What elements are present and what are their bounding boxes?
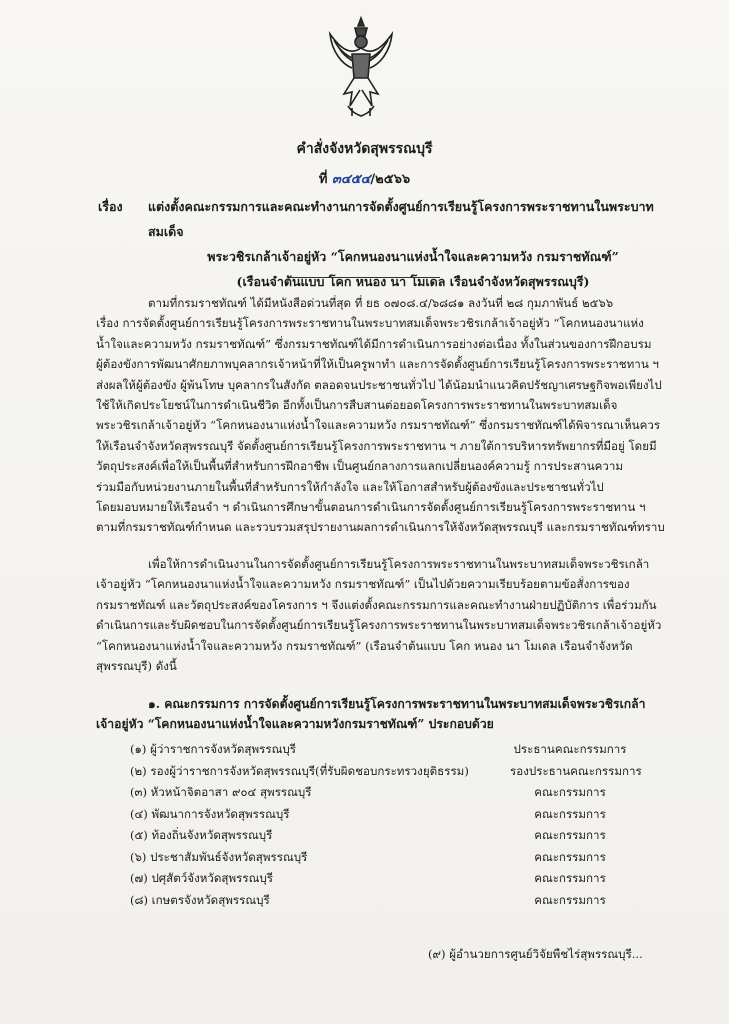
list-item bbox=[130, 741, 630, 763]
member-role: รองประธานคณะกรรมการ bbox=[510, 763, 642, 778]
section-line: เจ้าอยู่หัว “โคกหนองนาแห่งน้ำใจและความหวังกรมราชทัณฑ์” ประกอบด้วย bbox=[96, 717, 494, 732]
paragraph-1 bbox=[96, 293, 694, 538]
subject-line-1: แต่งตั้งคณะกรรมการและคณะทำงานการจัดตั้งศูนย์การเรียนรู้โครงการพระราชทานในพระบาทสมเด็จ bbox=[148, 199, 654, 239]
member-name: (๗) ปศุสัตว์จังหวัดสุพรรณบุรี bbox=[130, 871, 273, 885]
paragraph-line: เจ้าอยู่หัว “โคกหนองนาแห่งน้ำใจและความหวัง กรมราชทัณฑ์” เป็นไปด้วยความเรียบร้อยตามข้อสั่งการของ bbox=[96, 577, 630, 592]
list-item bbox=[130, 784, 630, 806]
paragraph-line: เพื่อให้การดำเนินงานในการจัดตั้งศูนย์การเรียนรู้โครงการพระราชทานในพระบาทสมเด็จพระวชิรเกล้า bbox=[148, 557, 650, 571]
paragraph-line: โดยมอบหมายให้เรือนจำ ฯ ดำเนินการศึกษาขั้นตอนการดำเนินการจัดตั้งศูนย์การเรียนรู้โครงการพระราชทาน ฯ bbox=[96, 500, 646, 515]
paragraph-line: ให้เรือนจำจังหวัดสุพรรณบุรี จัดตั้งศูนย์การเรียนรู้โครงการพระราชทาน ฯ ภายใต้การบริหารทรัพยากรที่มีอยู่ โดยมี bbox=[96, 438, 657, 453]
paragraph-line: ตามที่กรมราชทัณฑ์ ได้มีหนังสือด่วนที่สุด ที่ ยธ ๐๗๐๘.๔/๖๘๘๑ ลงวันที่ ๒๘ กุมภาพันธ์ ๒๕๖๖ bbox=[148, 296, 614, 310]
member-role: ประธานคณะกรรมการ bbox=[513, 742, 627, 756]
paragraph-line: ผู้ต้องขังการพัฒนาศักยภาพบุคลากรเจ้าหน้าที่ให้เป็นครูพาทำ และการจัดตั้งศูนย์การเรียนรู้โครงการพระราชทาน ฯ bbox=[96, 357, 659, 372]
continuation-note: (๙) ผู้อำนวยการศูนย์วิจัยพืชไร่สุพรรณบุรี... bbox=[428, 947, 643, 961]
subject-label: เรื่อง bbox=[98, 199, 123, 214]
paragraph-line: ร่วมมือกับหน่วยงานภายในพื้นที่สำหรับการให้กำลังใจ และให้โอกาสสำหรับผู้ต้องขังและประชาชนทั่วไป bbox=[96, 479, 604, 494]
member-name: (๖) ประชาสัมพันธ์จังหวัดสุพรรณบุรี bbox=[130, 849, 308, 864]
paragraph-line: น้ำใจและความหวัง กรมราชทัณฑ์” ซึ่งกรมราชทัณฑ์ได้มีการดำเนินการอย่างต่อเนื่อง ทั้งในส่วนของการฝึกอบรม bbox=[96, 336, 652, 351]
subject-line-3: (เรือนจำต้นแบบ โคก หนอง นา โมเดล เรือนจำจังหวัดสุพรรณบุรี) bbox=[236, 274, 590, 289]
paragraph-line: “โคกหนองนาแห่งน้ำใจและความหวัง กรมราชทัณฑ์” (เรือนจำต้นแบบ โคก หนอง นา โมเดล เรือนจำจังหวัด bbox=[96, 638, 633, 653]
paragraph-line: สุพรรณบุรี) ดังนี้ bbox=[96, 659, 177, 674]
subject-line-2: พระวชิรเกล้าเจ้าอยู่หัว “โคกหนองนาแห่งน้ำใจและความหวัง กรมราชทัณฑ์” bbox=[207, 249, 619, 264]
committee-list bbox=[130, 741, 642, 913]
paragraph-line: เรื่อง การจัดตั้งศูนย์การเรียนรู้โครงการพระราชทานในพระบาทสมเด็จพระวชิรเกล้าเจ้าอยู่หัว “โคกหนองนาแห่ง bbox=[96, 316, 644, 331]
member-role: คณะกรรมการ bbox=[534, 806, 606, 821]
member-name: (๑) ผู้ว่าราชการจังหวัดสุพรรณบุรี bbox=[130, 742, 296, 756]
list-item bbox=[130, 892, 630, 914]
paragraph-line: ส่งผลให้ผู้ต้องขัง ผู้พ้นโทษ บุคลากรในสังกัด ตลอดจนประชาชนทั่วไป ได้น้อมนำแนวคิดปรัชญาเศรษฐกิจพอเพียงไป bbox=[96, 377, 662, 392]
order-title: คำสั่งจังหวัดสุพรรณบุรี bbox=[296, 141, 433, 157]
garuda-emblem-icon bbox=[322, 12, 400, 122]
subject-block bbox=[98, 194, 688, 294]
order-number bbox=[0, 168, 729, 189]
handwritten-number: ๓๔๕๔ bbox=[332, 172, 371, 187]
list-item bbox=[130, 806, 630, 828]
member-role: คณะกรรมการ bbox=[534, 892, 606, 907]
member-name: (๒) รองผู้ว่าราชการจังหวัดสุพรรณบุรี(ที่รับผิดชอบกระทรวงยุติธรรม) bbox=[130, 763, 469, 778]
member-name: (๘) เกษตรจังหวัดสุพรรณบุรี bbox=[130, 892, 270, 907]
section-line: ๑. คณะกรรมการ การจัดตั้งศูนย์การเรียนรู้โครงการพระราชทานในพระบาทสมเด็จพระวชิรเกล้า bbox=[148, 697, 646, 711]
member-role: คณะกรรมการ bbox=[534, 871, 606, 885]
list-item bbox=[130, 827, 630, 849]
member-name: (๔) พัฒนาการจังหวัดสุพรรณบุรี bbox=[130, 806, 290, 821]
paragraph-line: ดำเนินการและรับผิดชอบในการจัดตั้งศูนย์การเรียนรู้โครงการพระราชทานในพระบาทสมเด็จพระวชิรเกล้าเจ้าอยู่หัว bbox=[96, 618, 662, 633]
divider bbox=[290, 277, 440, 278]
member-role: คณะกรรมการ bbox=[534, 828, 606, 842]
list-item bbox=[130, 763, 642, 785]
paragraph-line: วัตถุประสงค์เพื่อให้เป็นพื้นที่สำหรับการฝึกอาชีพ เป็นศูนย์กลางการแลกเปลี่ยนองค์ความรู้ การประสานความ bbox=[96, 459, 624, 474]
member-name: (๕) ท้องถิ่นจังหวัดสุพรรณบุรี bbox=[130, 828, 273, 842]
section-1-heading bbox=[96, 694, 694, 735]
paragraph-2 bbox=[96, 554, 694, 676]
member-role: คณะกรรมการ bbox=[534, 849, 606, 864]
list-item bbox=[130, 849, 630, 871]
paragraph-line: พระวชิรเกล้าเจ้าอยู่หัว “โคกหนองนาแห่งน้ำใจและความหวัง กรมราชทัณฑ์” ซึ่งกรมราชทัณฑ์ได้พิจารณาเห็นควร bbox=[96, 418, 661, 433]
number-year: /๒๕๖๖ bbox=[370, 172, 411, 187]
paragraph-line: กรมราชทัณฑ์ และวัตถุประสงค์ของโครงการ ฯ จึงแต่งตั้งคณะกรรมการและคณะทำงานฝ่ายปฏิบัติการ เพื่อร่วมกัน bbox=[96, 597, 657, 612]
member-role: คณะกรรมการ bbox=[534, 785, 606, 799]
member-name: (๓) หัวหน้าจิตอาสา ๙๐๔ สุพรรณบุรี bbox=[130, 785, 312, 799]
number-prefix: ที่ bbox=[318, 172, 328, 187]
paragraph-line: ตามที่กรมราชทัณฑ์กำหนด และรวบรวมสรุปรายงานผลการดำเนินการให้จังหวัดสุพรรณบุรี และกรมราชทัณฑ์ทราบ bbox=[96, 520, 665, 535]
paragraph-line: ใช้ให้เกิดประโยชน์ในการดำเนินชีวิต อีกทั้งเป็นการสืบสานต่อยอดโครงการพระราชทานในพระบาทสมเด็จ bbox=[96, 398, 618, 413]
list-item bbox=[130, 870, 630, 892]
